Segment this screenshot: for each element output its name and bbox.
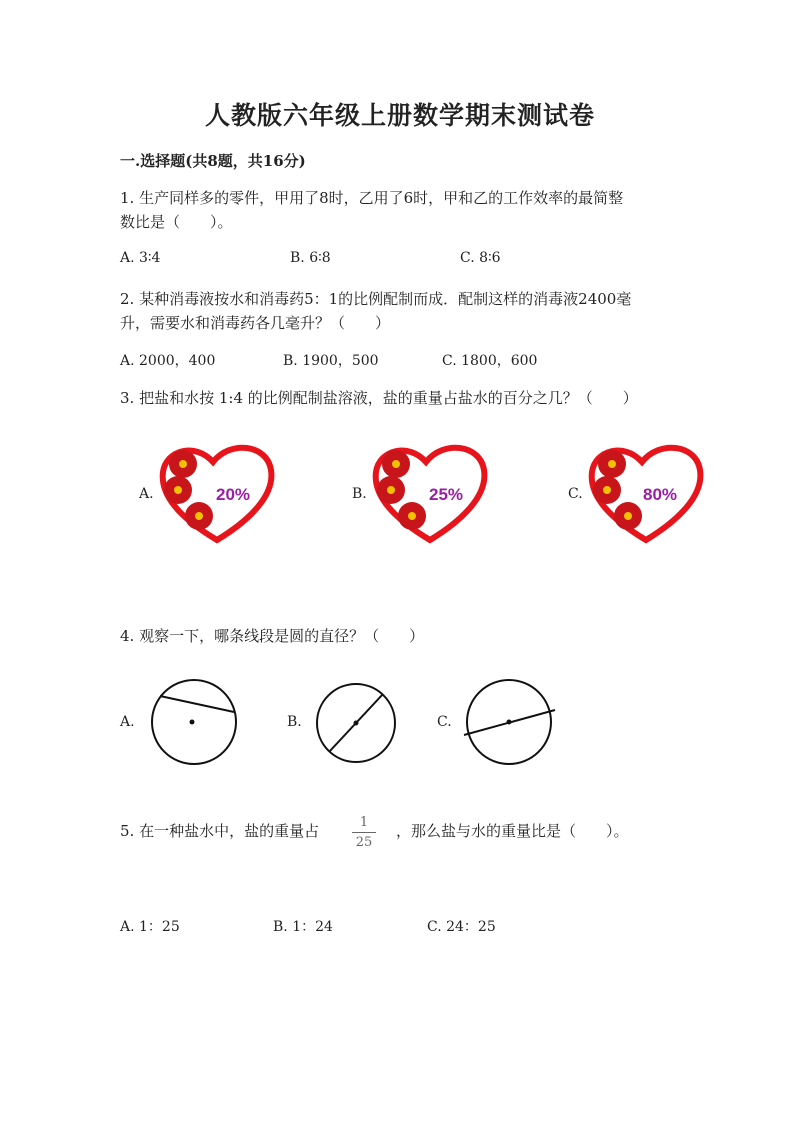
flower-icon bbox=[377, 450, 426, 530]
flower-icon bbox=[164, 450, 213, 530]
q1-option-a[interactable]: A. 3∶4 bbox=[120, 250, 161, 266]
question-2 bbox=[120, 287, 680, 335]
heart-flower-image-b[interactable] bbox=[368, 440, 493, 545]
q5-option-a[interactable]: A. 1：25 bbox=[120, 919, 180, 935]
flower-icon bbox=[593, 450, 642, 530]
chord-line bbox=[160, 696, 234, 712]
question-2-line-1: 2. 某种消毒液按水和消毒药5：1的比例配制而成．配制这样的消毒液2400毫 bbox=[120, 290, 632, 308]
q2-option-a[interactable]: A. 2000，400 bbox=[120, 353, 216, 369]
fraction bbox=[352, 815, 376, 850]
question-5-text-after: ，那么盐与水的重量比是（ ）。 bbox=[396, 822, 629, 840]
question-1-line-1: 1. 生产同样多的零件，甲用了8时，乙用了6时，甲和乙的工作效率的最简整 bbox=[120, 189, 624, 207]
question-4: 4. 观察一下，哪条线段是圆的直径？（ ） bbox=[120, 627, 425, 645]
question-2-line-2: 升，需要水和消毒药各几毫升？（ ） bbox=[120, 314, 391, 332]
percent-label: 80% bbox=[642, 485, 678, 504]
center-dot bbox=[507, 720, 512, 725]
question-1-line-2: 数比是（ ）。 bbox=[120, 213, 233, 231]
page-title: 人教版六年级上册数学期末测试卷 bbox=[204, 101, 595, 130]
circle-figure-c[interactable] bbox=[460, 676, 560, 768]
percent-label: 25% bbox=[428, 485, 464, 504]
q3-option-b-letter[interactable]: B. bbox=[352, 486, 367, 502]
q2-option-b[interactable]: B. 1900，500 bbox=[283, 353, 379, 369]
q1-option-b[interactable]: B. 6∶8 bbox=[290, 250, 331, 266]
q2-option-c[interactable]: C. 1800，600 bbox=[442, 353, 538, 369]
percent-label: 20% bbox=[215, 485, 251, 504]
question-3: 3. 把盐和水按 1:4 的比例配制盐溶液，盐的重量占盐水的百分之几？（ ） bbox=[120, 389, 638, 407]
q3-option-c-letter[interactable]: C. bbox=[568, 486, 583, 502]
q1-option-c[interactable]: C. 8∶6 bbox=[460, 250, 501, 266]
center-dot bbox=[354, 721, 359, 726]
q4-option-a-letter[interactable]: A. bbox=[120, 714, 135, 730]
q5-option-b[interactable]: B. 1：24 bbox=[273, 919, 333, 935]
center-dot bbox=[190, 720, 195, 725]
heart-flower-image-a[interactable] bbox=[155, 440, 280, 545]
circle-figure-a[interactable] bbox=[148, 676, 240, 768]
q3-option-a-letter[interactable]: A. bbox=[139, 486, 154, 502]
fraction-denominator: 25 bbox=[355, 835, 373, 850]
circle-figure-b[interactable] bbox=[313, 680, 399, 766]
section-heading: 一.选择题(共8题，共16分) bbox=[120, 152, 306, 170]
question-5-text-before: 5. 在一种盐水中，盐的重量占 bbox=[120, 822, 320, 840]
q5-option-c[interactable]: C. 24：25 bbox=[427, 919, 496, 935]
q4-option-c-letter[interactable]: C. bbox=[437, 714, 452, 730]
q4-option-b-letter[interactable]: B. bbox=[287, 714, 302, 730]
heart-flower-image-c[interactable] bbox=[584, 440, 709, 545]
fraction-bar bbox=[352, 832, 376, 833]
fraction-numerator: 1 bbox=[359, 815, 369, 830]
question-1 bbox=[120, 186, 680, 234]
